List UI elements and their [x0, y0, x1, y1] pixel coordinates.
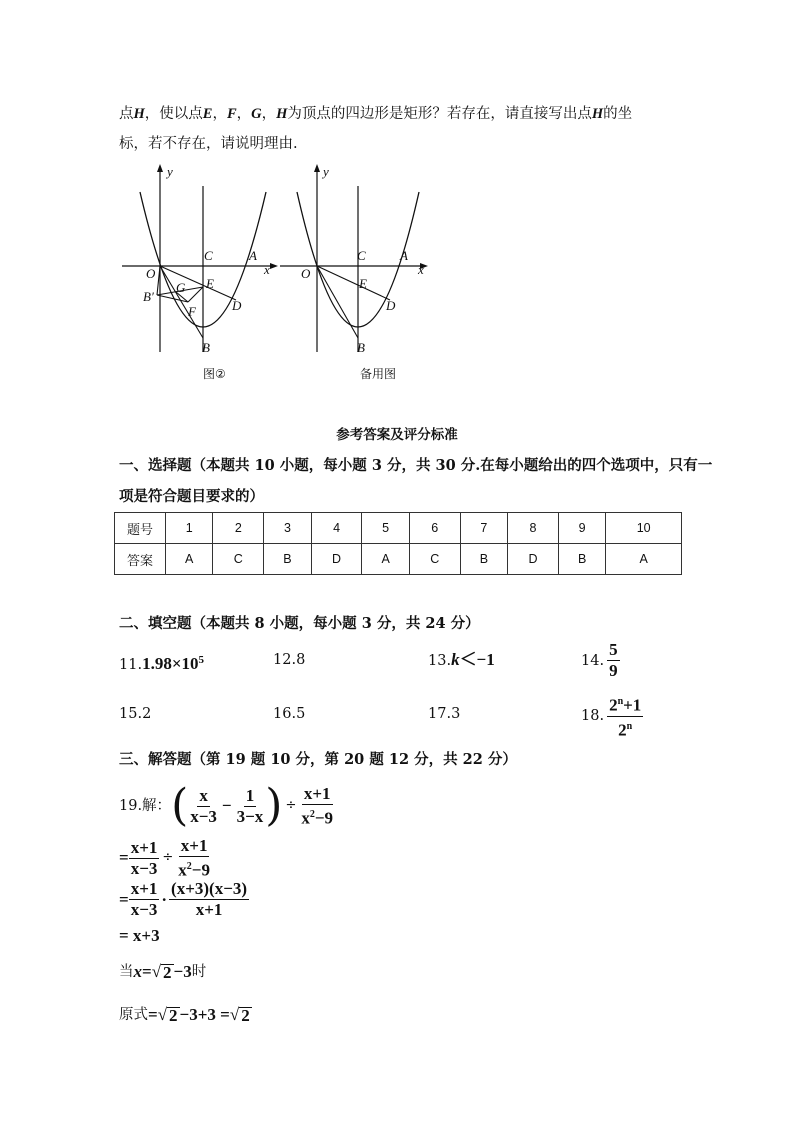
y-axis-arrow-icon	[157, 164, 163, 172]
fig2-label-c: C	[204, 248, 213, 263]
table-cell: A	[362, 544, 409, 575]
segment-ob	[160, 266, 203, 338]
y-axis-arrow-icon	[314, 164, 320, 172]
fig2-label-d: D	[232, 298, 242, 313]
table-cell: A	[606, 544, 682, 575]
section2-title: 二、填空题（本题共 8 小题，每小题 3 分，共 24 分）	[119, 615, 480, 632]
table-cell: C	[409, 544, 460, 575]
q19-result: 原式 = √ 2 −3+3 = √ 2	[119, 1005, 250, 1025]
problem-line-2: 标，若不存在，请说明理由.	[119, 136, 298, 152]
fig2-label-o: O	[146, 266, 156, 281]
table-cell: 10	[606, 513, 682, 544]
x-axis-arrow-icon	[270, 263, 278, 269]
spare-label-c: C	[357, 248, 366, 263]
fig2-label-x: x	[264, 262, 270, 277]
table-row-numbers	[115, 513, 682, 544]
spare-label-o: O	[301, 266, 311, 281]
segment-od	[160, 266, 236, 300]
section1-title-line2: 项是符合题目要求的）	[119, 488, 264, 505]
fill-answer-13: 13.k＜−1	[428, 650, 495, 669]
spare-label-x: x	[418, 262, 424, 277]
table-cell: D	[508, 544, 559, 575]
fig2-label-g: G	[176, 280, 186, 295]
spare-label-d: D	[386, 298, 396, 313]
fill-answer-17: 17.3	[428, 706, 461, 722]
table-answer-label: 答案	[115, 544, 166, 575]
figure-spare	[278, 162, 438, 362]
spare-label-e: E	[359, 276, 367, 291]
q19-when: 当 x = √ 2 −3 时	[119, 962, 207, 982]
table-cell: B	[264, 544, 311, 575]
fill-answer-11: $11.1.98\times 10^5$	[119, 653, 204, 673]
table-cell: 5	[362, 513, 409, 544]
figure-2	[118, 162, 283, 362]
fill-answer-12: 12.8	[273, 652, 306, 668]
table-cell: C	[213, 544, 264, 575]
answer-key-title: 参考答案及评分标准	[336, 427, 458, 443]
table-cell: 6	[409, 513, 460, 544]
fill-answer-14: 14. $\frac{5}{9}$	[581, 640, 618, 680]
table-cell: B	[558, 544, 605, 575]
fig2-label-a: A	[249, 248, 257, 263]
section1-title-line1: 一、选择题（本题共 10 小题，每小题 3 分，共 30 分.在每小题给出的四个选项中，只有一	[119, 457, 713, 474]
spare-label-y: y	[323, 164, 329, 179]
fig2-label-bprime: B′	[143, 289, 154, 304]
table-cell: 7	[460, 513, 507, 544]
table-cell: 4	[311, 513, 362, 544]
spare-label-a: A	[400, 248, 408, 263]
q19-step-2: = $\frac{x+1}{x-3}$ ÷ $\frac{x+1}{x^2-9}$	[119, 836, 210, 880]
q19-expression: 19.解： ( $\frac{x}{x-3}$ − $\frac{1}{3-x}$ ) ÷ $\frac{x+1}{x^2-9}$	[119, 780, 334, 832]
table-cell: 2	[213, 513, 264, 544]
table-cell: 9	[558, 513, 605, 544]
table-cell: D	[311, 544, 362, 575]
fill-answer-15: 15.2	[119, 706, 152, 722]
fill-answer-16: 16.5	[273, 706, 306, 722]
fig2-label-b: B	[202, 340, 210, 355]
fill-answer-18: 18. $\frac{2^n+1}{2^n}$	[581, 692, 643, 740]
answer-table	[114, 512, 682, 575]
table-cell: B	[460, 544, 507, 575]
table-header-label: 题号	[115, 513, 166, 544]
fig2-label-f: F	[188, 304, 196, 319]
segment-ob	[317, 266, 358, 338]
q19-step-4: = x+3	[119, 926, 160, 945]
section3-title: 三、解答题（第 19 题 10 分，第 20 题 12 分，共 22 分）	[119, 751, 517, 768]
table-cell: 3	[264, 513, 311, 544]
spare-label-b: B	[357, 340, 365, 355]
fig2-caption: 图②	[203, 367, 226, 381]
fig2-label-y: y	[167, 164, 173, 179]
spare-caption: 备用图	[360, 367, 397, 381]
table-cell: 1	[166, 513, 213, 544]
q19-step-3: = $\frac{x+1}{x-3}$ · $\frac{(x+3)(x-3)}{x+1}$	[119, 879, 248, 919]
table-row-answers	[115, 544, 682, 575]
fig2-label-e: E	[206, 276, 214, 291]
table-cell: 8	[508, 513, 559, 544]
table-cell: A	[166, 544, 213, 575]
problem-line-1: 点H，使以点E，F，G，H为顶点的四边形是矩形？若存在，请直接写出点H的坐	[119, 106, 633, 122]
